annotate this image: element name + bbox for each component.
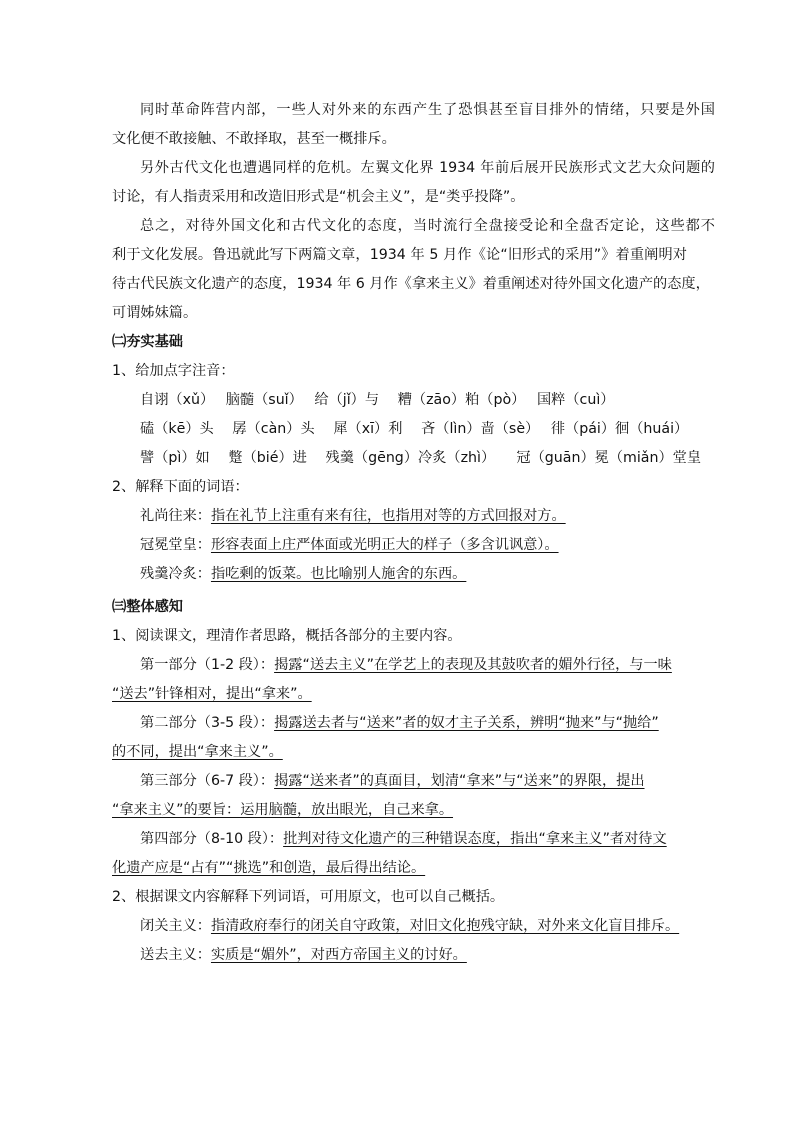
intro-p2-line1: 另外古代文化也遭遇同样的危机。左翼文化界 1934 年前后展开民族形式文艺大众问题的 xyxy=(140,160,715,176)
part-summary xyxy=(112,709,715,738)
term-item xyxy=(112,912,715,941)
part-text: “送去”针锋相对，提出“拿来”。 xyxy=(112,686,312,702)
definition-item xyxy=(112,560,715,589)
part-summary xyxy=(112,767,715,796)
intro-p3-line4: 可谓姊妹篇。 xyxy=(112,305,198,321)
pinyin-row-3: 譬（pì）如 蹩（bié）进 残羹（gēng）冷炙（zhì） 冠（guān）冕（miǎn）堂皇 xyxy=(140,450,702,466)
intro-p1-line1: 同时革命阵营内部，一些人对外来的东西产生了恐惧甚至盲目排外的情绪，只要是外国 xyxy=(140,102,715,118)
definition-item xyxy=(112,531,715,560)
term-item xyxy=(112,941,715,970)
part-summary-cont xyxy=(112,680,687,709)
definition-term: 残羹冷炙： xyxy=(140,566,211,582)
pinyin-row-1: 自诩（xǔ） 脑髓（suǐ） 给（jǐ）与 糟（zāo）粕（pò） 国粹（cuì） xyxy=(140,392,615,408)
definition-term: 冠冕堂皇： xyxy=(140,537,211,553)
part-text: 化遗产应是“占有”“挑选”和创造，最后得出结论。 xyxy=(112,860,426,876)
term-definition: 指清政府奉行的闭关自守政策，对旧文化抱残守缺，对外来文化盲目排斥。 xyxy=(210,918,680,934)
definition-text: 指在礼节上注重有来有往，也指用对等的方式回报对方。 xyxy=(210,508,566,524)
part-text: 揭露“送去主义”在学艺上的表现及其鼓吹者的媚外行径，与一味 xyxy=(274,657,672,673)
pinyin-row-2: 磕（kē）头 孱（càn）头 犀（xī）利 吝（lìn）啬（sè） 徘（pái）徊（huái） xyxy=(140,421,689,437)
question-pinyin: 1、给加点字注音： xyxy=(112,363,235,379)
part-text: 批判对待文化遗产的三种错误态度，指出“拿来主义”者对待文 xyxy=(283,831,667,847)
term-name: 闭关主义： xyxy=(140,918,211,934)
intro-p3-line2: 利于文化发展。鲁迅就此写下两篇文章，1934 年 5 月作《论“旧形式的采用”》着重阐明对 xyxy=(112,247,687,263)
part-label: 第四部分（8-10 段）： xyxy=(140,831,284,847)
definition-item xyxy=(112,502,715,531)
intro-p3-line3: 待古代民族文化遗产的态度，1934 年 6 月作《拿来主义》着重阐述对待外国文化遗产的态度， xyxy=(112,276,710,292)
part-text: 揭露“送来者”的真面目，划清“拿来”与“送来”的界限，提出 xyxy=(274,773,645,789)
question-structure: 1、阅读课文，理清作者思路，概括各部分的主要内容。 xyxy=(112,628,462,644)
term-definition: 实质是“媚外”，对西方帝国主义的讨好。 xyxy=(210,947,467,963)
part-label: 第二部分（3-5 段）： xyxy=(140,715,275,731)
part-label: 第三部分（6-7 段）： xyxy=(140,773,275,789)
intro-p3-line1: 总之，对待外国文化和古代文化的态度，当时流行全盘接受论和全盘否定论，这些都不 xyxy=(140,218,715,234)
term-name: 送去主义： xyxy=(140,947,211,963)
definition-text: 指吃剩的饭菜。也比喻别人施舍的东西。 xyxy=(210,566,467,582)
part-summary xyxy=(112,825,715,854)
intro-p1-line2: 文化便不敢接触、不敢择取，甚至一概排斥。 xyxy=(112,131,396,147)
intro-p2-line2: 讨论，有人指责采用和改造旧形式是“机会主义”，是“类乎投降”。 xyxy=(112,189,525,205)
question-terms: 2、根据课文内容解释下列词语，可用原文，也可以自己概括。 xyxy=(112,889,505,905)
part-text: “拿来主义”的要旨：运用脑髓，放出眼光，自己来拿。 xyxy=(112,802,454,818)
part-summary-cont xyxy=(112,854,687,883)
definition-text: 形容表面上庄严体面或光明正大的样子（多含讥讽意）。 xyxy=(210,537,559,553)
section-heading-basics: ㈡夯实基础 xyxy=(112,334,183,350)
section-heading-overview: ㈢整体感知 xyxy=(112,599,183,615)
part-summary-cont xyxy=(112,796,687,825)
part-summary-cont xyxy=(112,738,687,767)
question-definitions: 2、解释下面的词语： xyxy=(112,479,249,495)
part-text: 的不同，提出“拿来主义”。 xyxy=(112,744,283,760)
part-label: 第一部分（1-2 段）： xyxy=(140,657,275,673)
part-summary xyxy=(112,651,715,680)
part-text: 揭露送去者与“送来”者的奴才主子关系，辨明“抛来”与“抛给” xyxy=(274,715,659,731)
definition-term: 礼尚往来： xyxy=(140,508,211,524)
